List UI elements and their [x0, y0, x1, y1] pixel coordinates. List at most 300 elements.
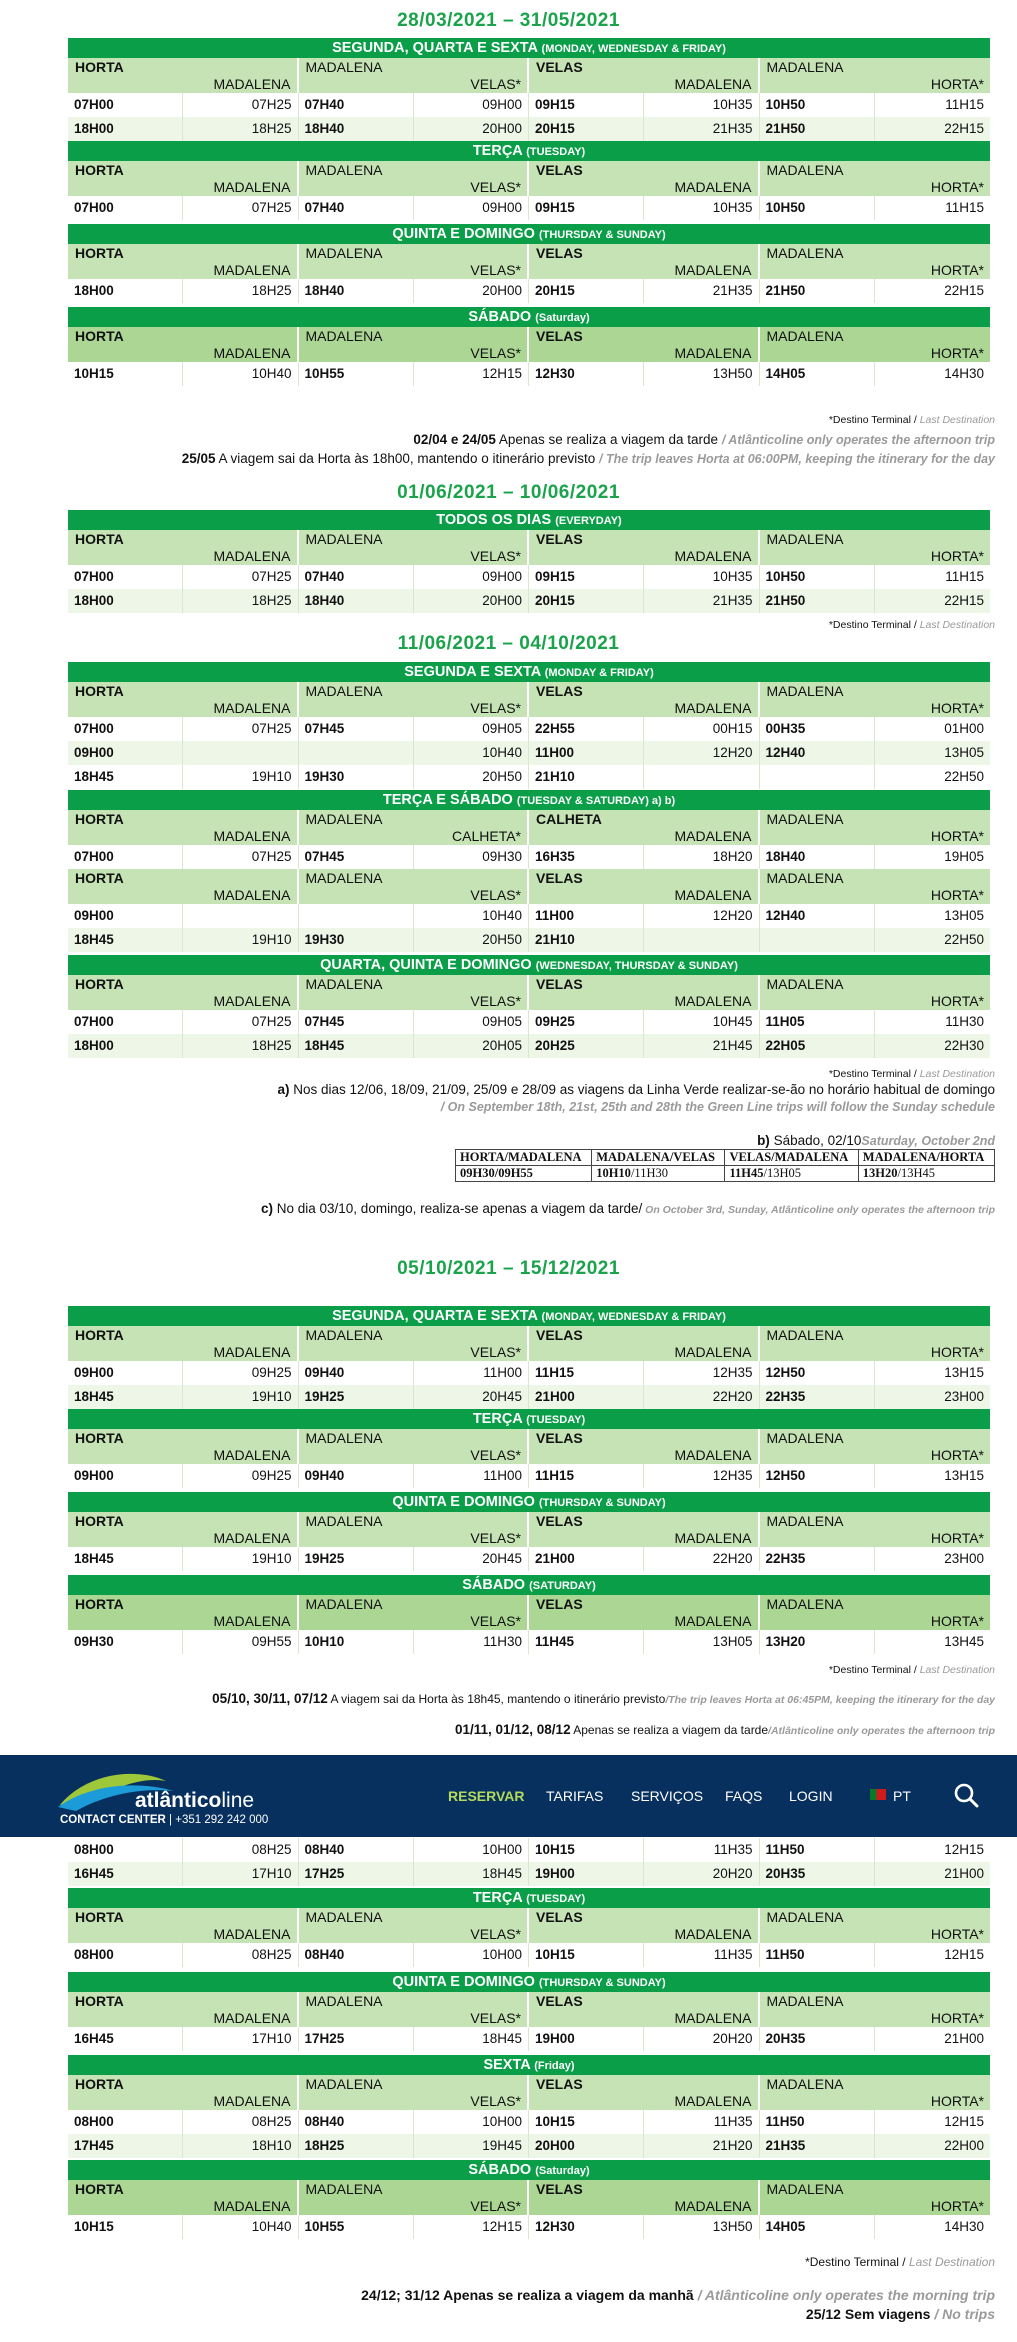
schedule-block: [68, 2160, 990, 2239]
route-destination: CALHETA*: [452, 828, 521, 844]
departure-time: 10H15: [68, 2215, 183, 2239]
arrival-time: 12H35: [644, 1464, 759, 1488]
arrival-time: 22H20: [644, 1385, 759, 1409]
departure-time: 18H40: [299, 589, 414, 613]
route-header-cell: [760, 2180, 991, 2215]
departure-time: 11H00: [529, 904, 644, 928]
departure-time: 20H25: [529, 1034, 644, 1058]
departure-time: 08H00: [68, 2110, 183, 2134]
arrival-time: 12H15: [944, 2114, 984, 2129]
section-bar: [68, 141, 990, 161]
special-table-header: HORTA/MADALENA MADALENA/VELAS VELAS/MADALENA MADALENA/HORTA: [456, 1150, 995, 1166]
route-destination: VELAS*: [470, 1344, 521, 1360]
schedule-rows: [68, 2215, 990, 2239]
route-header-cell: [760, 1429, 991, 1464]
route-header-cell: [68, 530, 299, 565]
schedule-rows: [68, 196, 990, 220]
schedule-row: [68, 1034, 990, 1058]
nav-servicos[interactable]: SERVIÇOS: [631, 1788, 704, 1804]
route-destination: HORTA*: [930, 76, 984, 92]
route-header-cell: [760, 2075, 991, 2110]
arrival-time: 12H15: [944, 1947, 984, 1962]
arrival-time: 11H35: [644, 1943, 759, 1967]
section-title: SEXTA: [483, 2057, 531, 2073]
departure-time: 16H45: [68, 2027, 183, 2051]
route-destination: MADALENA: [674, 1613, 752, 1629]
section-bar: [68, 1972, 990, 1992]
departure-time: 07H00: [68, 196, 183, 220]
departure-time: 07H45: [299, 717, 414, 741]
route-header-cell: [299, 1595, 530, 1630]
arrival-time: 11H15: [945, 569, 984, 584]
route-destination: MADALENA: [674, 2010, 752, 2026]
arrival-time: 18H45: [414, 1862, 529, 1886]
departure-time: 18H00: [68, 589, 183, 613]
arrival-time: 21H35: [644, 279, 759, 303]
route-header-cell: [529, 244, 760, 279]
route-header: [68, 58, 990, 93]
departure-time: 21H00: [529, 1547, 644, 1571]
departure-time: 12H50: [760, 1464, 875, 1488]
route-destination: VELAS*: [470, 2093, 521, 2109]
departure-time: 09H25: [529, 1010, 644, 1034]
route-origin: HORTA: [75, 1596, 124, 1612]
route-origin: MADALENA: [766, 59, 844, 75]
schedule-rows: [68, 1630, 990, 1654]
route-header-cell: [760, 530, 991, 565]
arrival-time: 20H45: [414, 1547, 529, 1571]
departure-time: 10H50: [760, 196, 875, 220]
section-bar: [68, 224, 990, 244]
departure-time: 17H45: [68, 2134, 183, 2158]
departure-time: 21H50: [760, 279, 875, 303]
route-header-cell: [299, 58, 530, 93]
contact-center: CONTACT CENTER | +351 292 242 000: [60, 1814, 269, 1826]
departure-time: 17H25: [299, 2027, 414, 2051]
section-title: QUINTA E DOMINGO: [392, 1974, 535, 1990]
departure-time: 09H00: [68, 904, 183, 928]
section-title: QUINTA E DOMINGO: [392, 1494, 535, 1510]
route-header-cell: [68, 869, 299, 904]
arrival-time: 13H05: [944, 745, 984, 760]
route-destination: MADALENA: [213, 179, 291, 195]
route-destination: VELAS*: [470, 700, 521, 716]
departure-time: 10H55: [299, 362, 414, 386]
arrival-time: 10H40: [183, 2215, 298, 2239]
route-header-cell: [68, 161, 299, 196]
departure-time: 18H45: [68, 765, 183, 789]
schedule-row: [68, 196, 990, 220]
departure-time: 09H15: [529, 196, 644, 220]
arrival-time: 07H25: [183, 565, 298, 589]
route-origin: MADALENA: [305, 870, 383, 886]
route-origin: MADALENA: [766, 531, 844, 547]
route-destination: MADALENA: [674, 2198, 752, 2214]
brand-name[interactable]: atlânticoline: [135, 1789, 255, 1812]
route-destination: MADALENA: [213, 2093, 291, 2109]
route-destination: VELAS*: [470, 887, 521, 903]
nav-faqs[interactable]: FAQS: [725, 1788, 763, 1804]
route-destination: HORTA*: [930, 887, 984, 903]
route-destination: HORTA*: [930, 2093, 984, 2109]
departure-time: 14H05: [760, 2215, 875, 2239]
departure-time: 11H50: [760, 1838, 875, 1862]
arrival-time: 18H20: [644, 845, 759, 869]
route-origin: VELAS: [536, 59, 583, 75]
departure-time: 07H45: [299, 845, 414, 869]
arrival-time: 17H10: [183, 2027, 298, 2051]
arrival-time: 20H00: [414, 117, 529, 141]
schedule-rows: [68, 93, 990, 141]
route-destination: MADALENA: [213, 2010, 291, 2026]
site-navbar: [0, 1755, 1017, 1837]
schedule-row: [68, 117, 990, 141]
schedule-row: [68, 1943, 990, 1967]
arrival-time: 12H15: [414, 2215, 529, 2239]
route-header-cell: [760, 869, 991, 904]
arrival-time: 13H05: [644, 1630, 759, 1654]
route-origin: MADALENA: [766, 245, 844, 261]
schedule-row: [68, 589, 990, 613]
schedule-block: [68, 1409, 990, 1488]
arrival-time: 13H50: [644, 362, 759, 386]
section-title: TERÇA: [472, 1890, 523, 1906]
departure-time: 20H35: [760, 2027, 875, 2051]
arrival-time: 08H25: [183, 1943, 298, 1967]
note-partial-days: 02/04 e 24/05 Apenas se realiza a viagem da tarde / Atlânticoline only operates the afternoon trip: [413, 432, 995, 447]
route-header-cell: [529, 975, 760, 1010]
route-destination: MADALENA: [674, 76, 752, 92]
departure-time: 10H15: [529, 2110, 644, 2134]
section-subtitle: (WEDNESDAY, THURSDAY & SUNDAY): [535, 960, 738, 972]
note-e: 01/11, 01/12, 08/12 Apenas se realiza a viagem da tarde/Atlânticoline only operates the afternoon trip: [454, 1722, 995, 1737]
nav-login[interactable]: LOGIN: [789, 1788, 833, 1804]
arrival-time: 07H25: [183, 845, 298, 869]
route-destination: VELAS*: [470, 262, 521, 278]
route-origin: VELAS: [536, 683, 583, 699]
schedule-row: [68, 1385, 990, 1409]
departure-time: 18H45: [68, 1385, 183, 1409]
route-destination: MADALENA: [674, 1344, 752, 1360]
route-origin: VELAS: [536, 870, 583, 886]
departure-time: 18H00: [68, 1034, 183, 1058]
arrival-time: [183, 741, 298, 765]
route-origin: MADALENA: [766, 976, 844, 992]
route-header-cell: [760, 1595, 991, 1630]
route-destination: MADALENA: [674, 1926, 752, 1942]
schedule-rows: [68, 2110, 990, 2158]
arrival-time: 13H15: [944, 1365, 984, 1380]
route-header-cell: [299, 1326, 530, 1361]
arrival-time: 22H50: [944, 769, 984, 784]
arrival-time: 19H10: [183, 1547, 298, 1571]
route-header-cell: [299, 975, 530, 1010]
search-icon[interactable]: [953, 1782, 979, 1808]
departure-time: 12H40: [760, 904, 875, 928]
section-bar: [68, 38, 990, 58]
section-bar: [68, 1888, 990, 1908]
departure-time: 10H10: [299, 1630, 414, 1654]
departure-time: 18H40: [299, 117, 414, 141]
route-header-cell: [299, 530, 530, 565]
route-header-cell: [299, 1992, 530, 2027]
section-bar: [68, 1492, 990, 1512]
nav-tarifas[interactable]: TARIFAS: [546, 1788, 604, 1804]
section-subtitle: (TUESDAY): [526, 1414, 586, 1426]
route-origin: HORTA: [75, 1327, 124, 1343]
schedule-row: [68, 1838, 990, 1862]
route-destination: MADALENA: [213, 76, 291, 92]
special-schedule-table: [455, 1149, 995, 1182]
arrival-time: 09H05: [414, 1010, 529, 1034]
arrival-time: 11H35: [644, 2110, 759, 2134]
arrival-time: 09H00: [414, 93, 529, 117]
route-origin: VELAS: [536, 1909, 583, 1925]
route-header-cell: [529, 58, 760, 93]
route-origin: VELAS: [536, 976, 583, 992]
departure-time: 18H00: [68, 279, 183, 303]
departure-time: 09H40: [299, 1361, 414, 1385]
departure-time: 22H35: [760, 1385, 875, 1409]
arrival-time: 12H15: [414, 362, 529, 386]
route-destination: MADALENA: [213, 345, 291, 361]
route-header-cell: [68, 244, 299, 279]
route-origin: MADALENA: [766, 162, 844, 178]
route-destination: VELAS*: [470, 548, 521, 564]
route-destination: MADALENA: [674, 700, 752, 716]
schedule-block: [68, 1306, 990, 1409]
departure-time: 20H35: [760, 1862, 875, 1886]
section-bar: [68, 1306, 990, 1326]
route-origin: HORTA: [75, 683, 124, 699]
departure-time: [299, 904, 414, 928]
arrival-time: 21H35: [644, 589, 759, 613]
note-d: 05/10, 30/11, 07/12 A viagem sai da Horta às 18h45, mantendo o itinerário previsto/The trip leaves Horta at 06:45PM, keeping the itinerary for the day: [212, 1691, 995, 1706]
route-origin: HORTA: [75, 531, 124, 547]
arrival-time: [644, 928, 759, 952]
destination-note: *Destino Terminal / Last Destination: [828, 414, 995, 426]
route-origin: MADALENA: [305, 1327, 383, 1343]
route-destination: HORTA*: [930, 1447, 984, 1463]
destination-note: *Destino Terminal / Last Destination: [828, 619, 995, 631]
section-title: QUINTA E DOMINGO: [392, 226, 535, 242]
arrival-time: 09H25: [183, 1464, 298, 1488]
route-origin: MADALENA: [305, 1513, 383, 1529]
departure-time: 09H00: [68, 1464, 183, 1488]
departure-time: 09H00: [68, 741, 183, 765]
destination-note: *Destino Terminal / Last Destination: [828, 1068, 995, 1080]
route-header-cell: [299, 1512, 530, 1547]
nav-reservar[interactable]: RESERVAR: [448, 1788, 525, 1804]
departure-time: 07H00: [68, 717, 183, 741]
route-header-cell: [529, 161, 760, 196]
route-origin: VELAS: [536, 1596, 583, 1612]
route-origin: HORTA: [75, 59, 124, 75]
route-origin: MADALENA: [766, 1430, 844, 1446]
route-destination: MADALENA: [213, 2198, 291, 2214]
schedule-row: [68, 279, 990, 303]
arrival-time: [183, 904, 298, 928]
arrival-time: 10H00: [414, 1943, 529, 1967]
route-header-cell: [299, 869, 530, 904]
section-bar: [68, 2055, 990, 2075]
schedule-rows: [68, 565, 990, 613]
departure-time: 19H25: [299, 1385, 414, 1409]
route-destination: HORTA*: [930, 1926, 984, 1942]
route-origin: HORTA: [75, 1430, 124, 1446]
route-origin: MADALENA: [766, 870, 844, 886]
route-header: [68, 1512, 990, 1547]
schedule-block: [68, 1492, 990, 1571]
section-subtitle: (TUESDAY & SATURDAY) a) b): [516, 795, 676, 807]
route-header-cell: [760, 1992, 991, 2027]
departure-time: 07H40: [299, 565, 414, 589]
schedule-block-partial: [68, 1838, 990, 1886]
schedule-row: [68, 765, 990, 789]
departure-time: 12H30: [529, 362, 644, 386]
route-destination: VELAS*: [470, 1447, 521, 1463]
arrival-time: 12H20: [644, 741, 759, 765]
departure-time: 18H45: [68, 928, 183, 952]
route-origin: MADALENA: [766, 1596, 844, 1612]
section-subtitle: (SATURDAY): [529, 1580, 596, 1592]
route-header-cell: [68, 810, 299, 845]
arrival-time: 12H35: [644, 1361, 759, 1385]
schedule-block: [68, 955, 990, 1058]
departure-time: 10H50: [760, 565, 875, 589]
arrival-time: 20H20: [644, 1862, 759, 1886]
arrival-time: 13H05: [944, 908, 984, 923]
portugal-flag-icon[interactable]: [870, 1789, 886, 1800]
departure-time: 16H35: [529, 845, 644, 869]
arrival-time: 21H20: [644, 2134, 759, 2158]
arrival-time: 20H50: [414, 765, 529, 789]
arrival-time: 19H05: [944, 849, 984, 864]
route-header-cell: [760, 161, 991, 196]
route-destination: VELAS*: [470, 2010, 521, 2026]
route-destination: VELAS*: [470, 1926, 521, 1942]
route-header: [68, 1908, 990, 1943]
route-origin: HORTA: [75, 870, 124, 886]
route-origin: MADALENA: [305, 328, 383, 344]
section-subtitle: (MONDAY, WEDNESDAY & FRIDAY): [541, 1311, 726, 1323]
route-destination: HORTA*: [930, 1613, 984, 1629]
arrival-time: 11H30: [945, 1014, 984, 1029]
schedule-block: [68, 510, 990, 613]
route-origin: VELAS: [536, 1993, 583, 2009]
section-subtitle: (Friday): [534, 2060, 575, 2072]
departure-time: 12H40: [760, 741, 875, 765]
destination-note: *Destino Terminal / Last Destination: [828, 1664, 995, 1676]
language-selector[interactable]: PT: [893, 1788, 911, 1804]
route-origin: MADALENA: [305, 2076, 383, 2092]
departure-time: 21H10: [529, 928, 644, 952]
route-origin: CALHETA: [536, 811, 602, 827]
route-destination: VELAS*: [470, 1530, 521, 1546]
arrival-time: 14H30: [944, 366, 984, 381]
route-origin: MADALENA: [305, 531, 383, 547]
arrival-time: 11H15: [945, 200, 984, 215]
period-title-3: 11/06/2021 – 04/10/2021: [397, 633, 620, 654]
section-subtitle: (THURSDAY & SUNDAY): [538, 229, 666, 241]
route-destination: MADALENA: [674, 2093, 752, 2109]
route-header-cell: [529, 1908, 760, 1943]
arrival-time: 09H30: [414, 845, 529, 869]
special-table-row: 09H30/09H55 10H10/11H30 11H45/13H05 13H20/13H45: [456, 1166, 995, 1182]
route-origin: MADALENA: [766, 1909, 844, 1925]
route-header: [68, 1992, 990, 2027]
route-destination: HORTA*: [930, 700, 984, 716]
departure-time: 20H15: [529, 589, 644, 613]
route-header-cell: [529, 530, 760, 565]
departure-time: 14H05: [760, 362, 875, 386]
note-a: a) Nos dias 12/06, 18/09, 21/09, 25/09 e 28/09 as viagens da Linha Verde realizar-se-ão no horário habitual de domingo: [277, 1082, 995, 1097]
route-header: [68, 327, 990, 362]
route-origin: HORTA: [75, 811, 124, 827]
departure-time: 22H35: [760, 1547, 875, 1571]
route-header-cell: [299, 161, 530, 196]
route-header: [68, 2180, 990, 2215]
route-header: [68, 1595, 990, 1630]
section-subtitle: (MONDAY, WEDNESDAY & FRIDAY): [541, 43, 726, 55]
route-header: [68, 869, 990, 904]
departure-time: 08H40: [299, 1838, 414, 1862]
arrival-time: 18H25: [183, 589, 298, 613]
arrival-time: 21H00: [944, 1866, 984, 1881]
route-origin: HORTA: [75, 162, 124, 178]
route-origin: HORTA: [75, 1909, 124, 1925]
section-subtitle: (THURSDAY & SUNDAY): [538, 1977, 666, 1989]
route-destination: MADALENA: [674, 1530, 752, 1546]
arrival-time: 21H00: [944, 2031, 984, 2046]
departure-time: 19H00: [529, 1862, 644, 1886]
note-f: 24/12; 31/12 Apenas se realiza a viagem da manhã / Atlânticoline only operates the morning trip: [361, 2287, 995, 2303]
route-header-cell: [68, 1595, 299, 1630]
route-origin: MADALENA: [766, 683, 844, 699]
route-header-cell: [760, 975, 991, 1010]
route-header: [68, 1429, 990, 1464]
schedule-row: [68, 1630, 990, 1654]
arrival-time: 13H15: [944, 1468, 984, 1483]
route-destination: VELAS*: [470, 1613, 521, 1629]
departure-time: 19H00: [529, 2027, 644, 2051]
route-origin: MADALENA: [305, 1909, 383, 1925]
route-header-cell: [68, 682, 299, 717]
arrival-time: 10H35: [644, 565, 759, 589]
note-schedule-change: 25/05 A viagem sai da Horta às 18h00, mantendo o itinerário previsto / The trip leaves Horta at 06:00PM, keeping the itinerary for the day: [181, 451, 995, 466]
departure-time: 21H50: [760, 589, 875, 613]
schedule-block: [68, 224, 990, 303]
arrival-time: 18H25: [183, 1034, 298, 1058]
route-destination: VELAS*: [470, 179, 521, 195]
arrival-time: 09H25: [183, 1361, 298, 1385]
route-header: [68, 244, 990, 279]
section-title: TERÇA: [472, 143, 523, 159]
route-origin: MADALENA: [766, 1513, 844, 1529]
departure-time: 07H00: [68, 565, 183, 589]
arrival-time: 12H15: [944, 1842, 984, 1857]
departure-time: 09H00: [68, 1361, 183, 1385]
route-origin: HORTA: [75, 2076, 124, 2092]
schedule-row: [68, 1547, 990, 1571]
departure-time: 19H30: [299, 765, 414, 789]
section-bar: [68, 2160, 990, 2180]
arrival-time: 11H00: [414, 1361, 529, 1385]
arrival-time: 09H05: [414, 717, 529, 741]
route-destination: VELAS*: [470, 345, 521, 361]
arrival-time: 13H45: [944, 1634, 984, 1649]
schedule-block: [68, 1888, 990, 1967]
